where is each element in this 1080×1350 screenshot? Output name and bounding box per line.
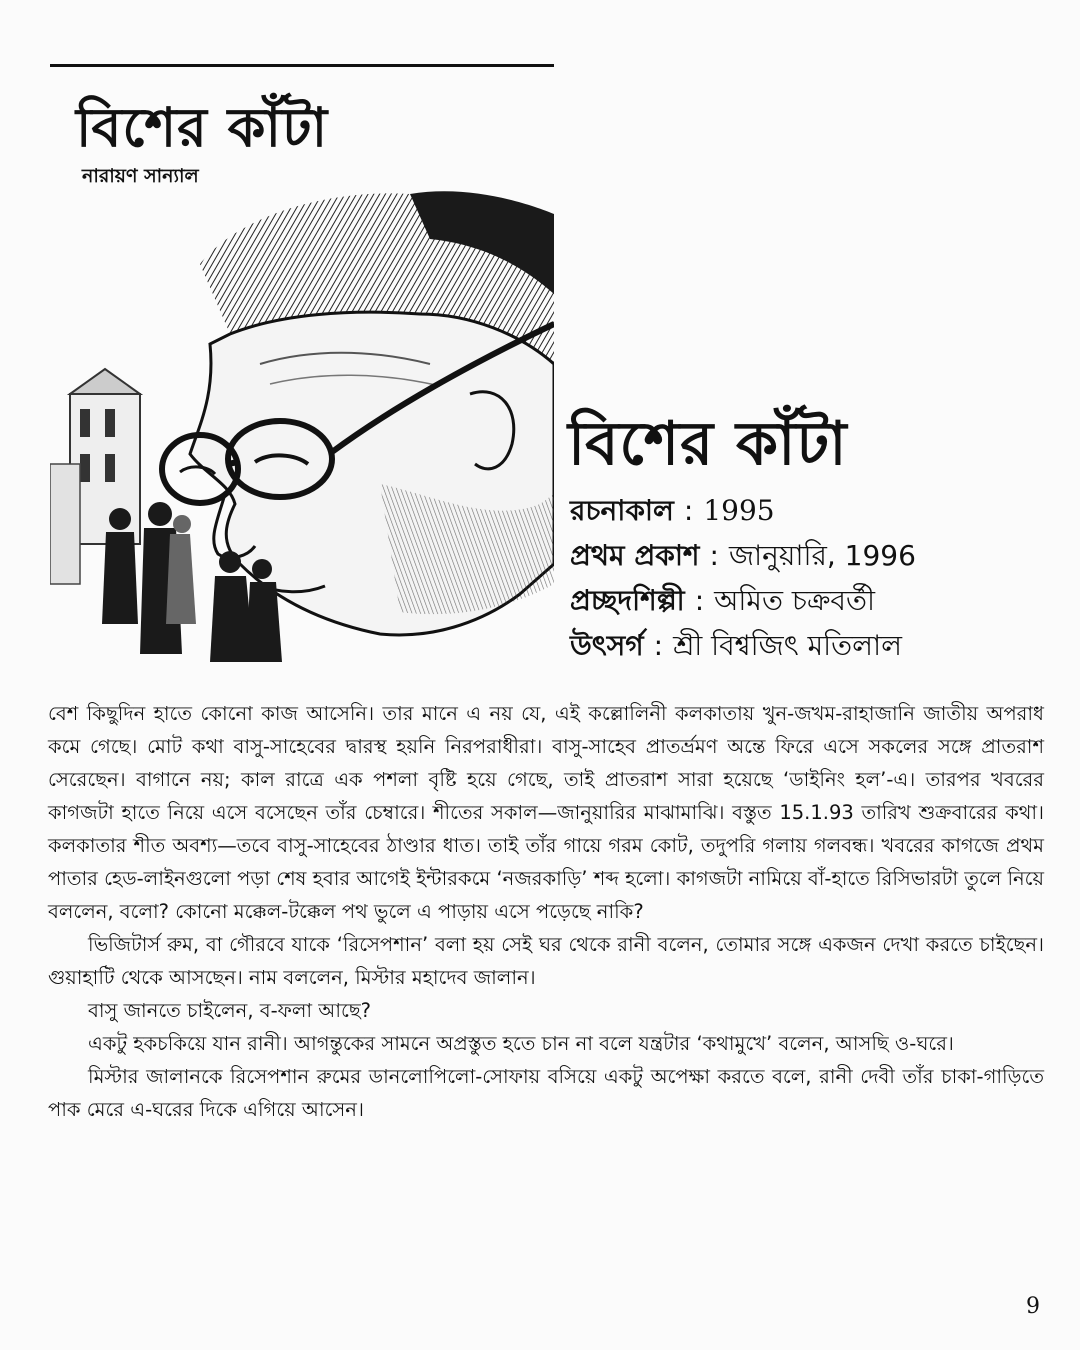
paragraph: বেশ কিছুদিন হাতে কোনো কাজ আসেনি। তার মানে এ নয় যে, এই কল্লোলিনী কলকাতায় খুন-জখম-রাহাজানি জাতীয় অপরাধ কমে গেছে। মোট কথা বাসু-সাহেবের দ্বারস্থ হয়নি নিরপরাধীরা। বাসু-সাহেব প্রাতর্ভ্রমণ অন্তে ফিরে এসে সকলের সঙ্গে প্রাতরাশ সেরেছেন। বাগানে নয়; কাল রাত্রে এক পশলা বৃষ্টি হয়ে গেছে, তাই প্রাতরাশ সারা হয়েছে ‘ডাইনিং হল’-এ। তারপর খবরের কাগজটা হাতে নিয়ে এসে বসেছেন তাঁর চেম্বারে। শীতের সকাল—জানুয়ারির মাঝামাঝি। বস্তুত 15.1.93 তারিখ শুক্রবারের কথা। কলকাতার শীত অবশ্য—তবে বাসু-সাহেবের ঠাণ্ডার ধাত। তাই তাঁর গায়ে গরম কোট, তদুপরি গলায় গলবন্ধ। খবরের কাগজে প্রথম পাতার হেড-লাইনগুলো পড়া শেষ হবার আগেই ইন্টারকমে ‘নজরকাড়ি’ শব্দ হলো। কাগজটা নামিয়ে বাঁ-হাতে রিসিভারটা তুলে নিয়ে বললেন, বলো? কোনো মক্কেল-টক্কেল পথ ভুলে এ পাড়ায় এসে পড়েছে নাকি? [48,702,1044,923]
meta-row-composed: রচনাকাল : 1995 [570,494,775,527]
paragraph: বাসু জানতে চাইলেন, ব-ফলা আছে? [88,999,371,1022]
cover-author: নারায়ণ সান্যাল [82,165,199,187]
meta-label: প্রচ্ছদশিল্পী [570,584,685,617]
meta-label: রচনাকাল [570,494,674,527]
cover-top-rule [50,64,554,67]
meta-row-cover-artist: প্রচ্ছদশিল্পী : অমিত চক্রবর্তী [570,584,875,617]
cover-illustration [50,64,554,662]
meta-value: 1995 [703,494,775,527]
cover-title: বিশের কাঁটা [76,96,329,159]
paragraph: মিস্টার জালানকে রিসেপশান রুমের ডানলোপিলো-সোফায় বসিয়ে একটু অপেক্ষা করতে বলে, রানী দেবী তাঁর চাকা-গাড়িতে পাক মেরে এ-ঘরের দিকে এগিয়ে আসেন। [48,1065,1044,1121]
paragraph: ভিজিটার্স রুম, বা গৌরবে যাকে ‘রিসেপশান’ বলা হয় সেই ঘর থেকে রানী বলেন, তোমার সঙ্গে একজন দেখা করতে চাইছেন। গুয়াহাটি থেকে আসছেন। নাম বললেন, মিস্টার মহাদেব জালান। [48,933,1044,989]
book-metadata [570,488,1060,668]
body-text [48,697,1044,1126]
meta-value: অমিত চক্রবর্তী [714,584,875,617]
paragraph: একটু হকচকিয়ে যান রানী। আগন্তুকের সামনে অপ্রস্তুত হতে চান না বলে যন্ত্রটার ‘কথামুখে’ বলেন, আসছি ও-ঘরে। [88,1032,954,1055]
meta-label: প্রথম প্রকাশ [570,539,700,572]
meta-row-first-published: প্রথম প্রকাশ : জানুয়ারি, 1996 [570,539,916,572]
meta-value: শ্রী বিশ্বজিৎ মতিলাল [673,629,903,662]
meta-value: জানুয়ারি, 1996 [728,539,916,572]
meta-label: উৎসর্গ [570,629,644,662]
page-number: 9 [1026,1294,1040,1319]
book-title: বিশের কাঁটা [568,409,848,479]
meta-row-dedication: উৎসর্গ : শ্রী বিশ্বজিৎ মতিলাল [570,629,903,662]
